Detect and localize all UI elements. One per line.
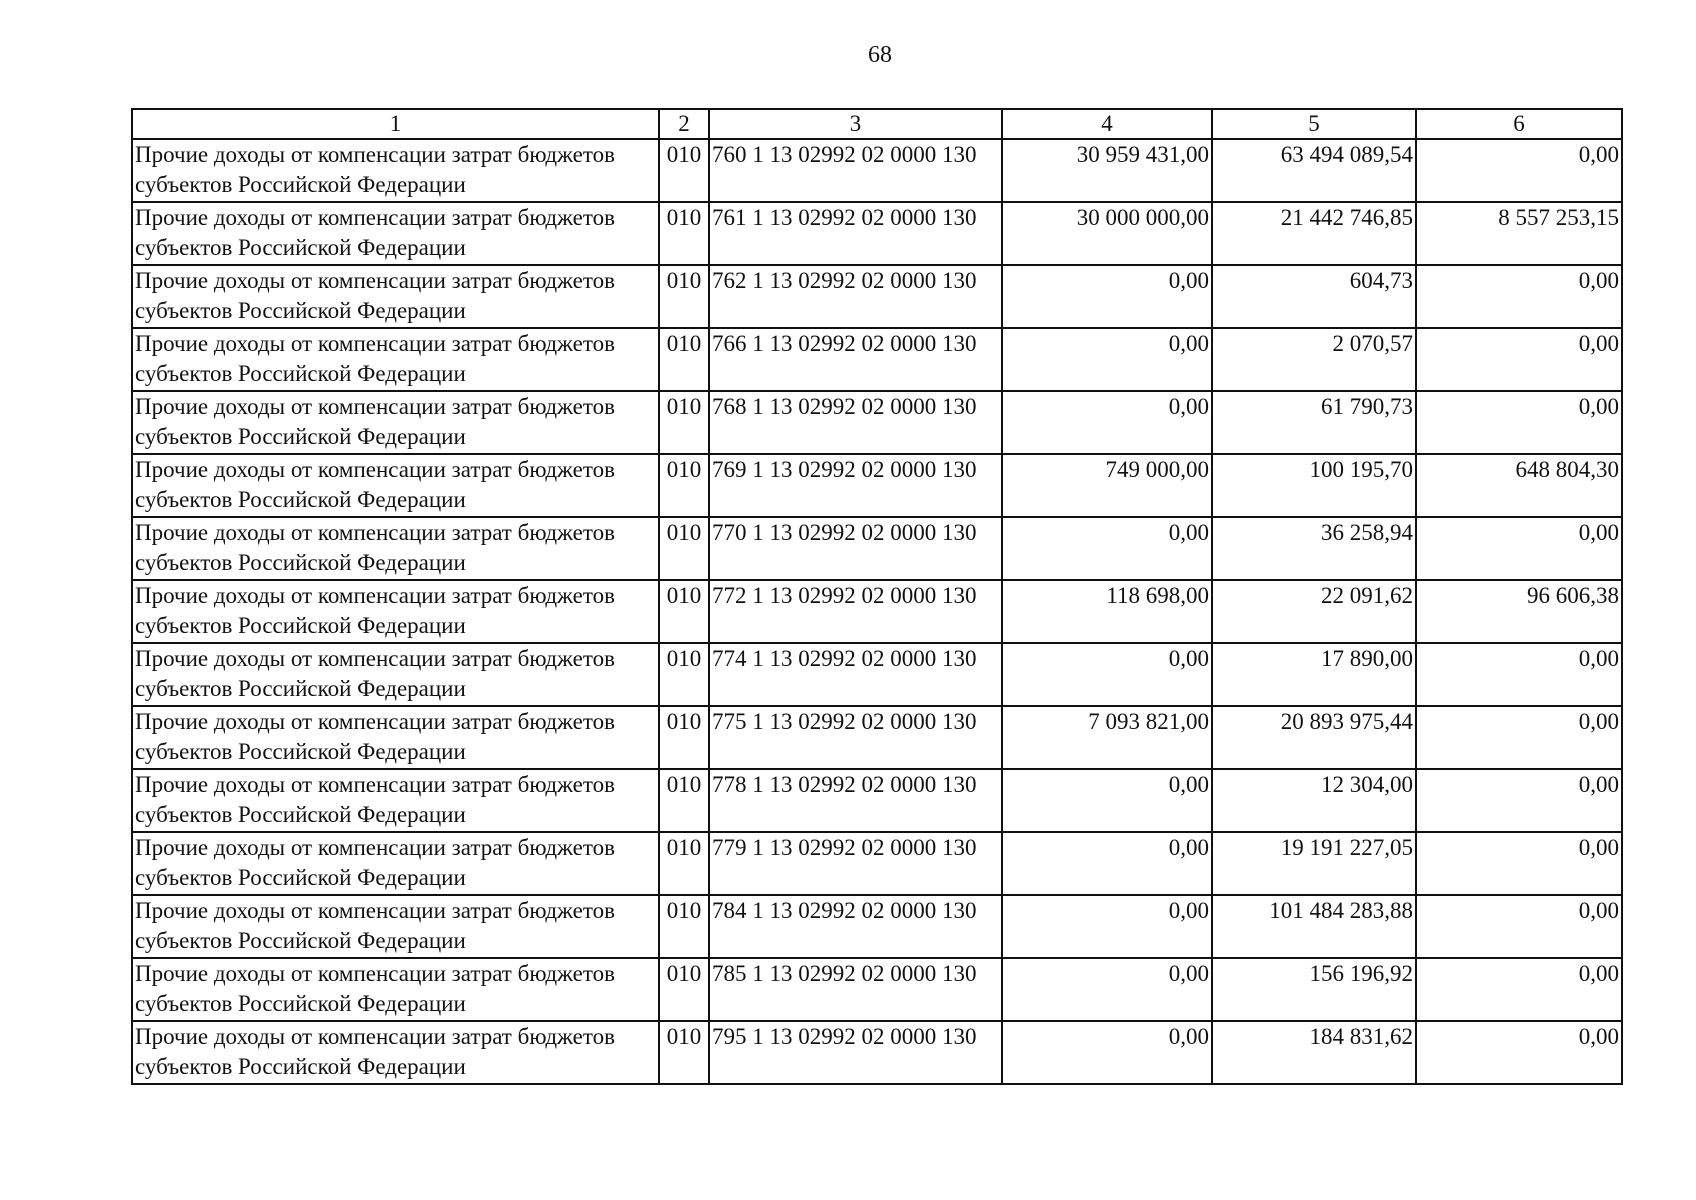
line-code-cell: 010 [659,643,709,706]
revenue-table [131,108,1623,1085]
budget-code-cell: 768 1 13 02992 02 0000 130 [709,391,1002,454]
income-name-cell: Прочие доходы от компенсации затрат бюджетов субъектов Российской Федерации [132,643,659,706]
page-number: 68 [868,42,892,68]
budget-code-cell: 779 1 13 02992 02 0000 130 [709,832,1002,895]
table-row [132,517,1622,580]
income-name-cell: Прочие доходы от компенсации затрат бюджетов субъектов Российской Федерации [132,454,659,517]
approved-amount-cell: 118 698,00 [1002,580,1212,643]
approved-amount-cell: 0,00 [1002,958,1212,1021]
budget-code-cell: 774 1 13 02992 02 0000 130 [709,643,1002,706]
executed-amount-cell: 100 195,70 [1212,454,1416,517]
table-row [132,265,1622,328]
budget-code-cell: 772 1 13 02992 02 0000 130 [709,580,1002,643]
income-name-cell: Прочие доходы от компенсации затрат бюджетов субъектов Российской Федерации [132,328,659,391]
table-header [132,109,1622,139]
header-col-5: 5 [1212,109,1416,139]
approved-amount-cell: 0,00 [1002,643,1212,706]
income-name-cell: Прочие доходы от компенсации затрат бюджетов субъектов Российской Федерации [132,391,659,454]
budget-code-cell: 761 1 13 02992 02 0000 130 [709,202,1002,265]
table-row [132,958,1622,1021]
header-col-2: 2 [659,109,709,139]
table-row [132,391,1622,454]
unexecuted-amount-cell: 0,00 [1416,958,1622,1021]
income-name-cell: Прочие доходы от компенсации затрат бюджетов субъектов Российской Федерации [132,769,659,832]
unexecuted-amount-cell: 0,00 [1416,265,1622,328]
approved-amount-cell: 30 000 000,00 [1002,202,1212,265]
budget-code-cell: 770 1 13 02992 02 0000 130 [709,517,1002,580]
header-col-6: 6 [1416,109,1622,139]
line-code-cell: 010 [659,202,709,265]
approved-amount-cell: 0,00 [1002,265,1212,328]
approved-amount-cell: 0,00 [1002,1021,1212,1084]
header-col-1: 1 [132,109,659,139]
income-name-cell: Прочие доходы от компенсации затрат бюджетов субъектов Российской Федерации [132,517,659,580]
budget-code-cell: 766 1 13 02992 02 0000 130 [709,328,1002,391]
line-code-cell: 010 [659,391,709,454]
executed-amount-cell: 17 890,00 [1212,643,1416,706]
unexecuted-amount-cell: 0,00 [1416,517,1622,580]
budget-code-cell: 784 1 13 02992 02 0000 130 [709,895,1002,958]
income-name-cell: Прочие доходы от компенсации затрат бюджетов субъектов Российской Федерации [132,832,659,895]
budget-code-cell: 769 1 13 02992 02 0000 130 [709,454,1002,517]
executed-amount-cell: 101 484 283,88 [1212,895,1416,958]
executed-amount-cell: 604,73 [1212,265,1416,328]
table-row [132,1021,1622,1084]
table-row [132,139,1622,202]
unexecuted-amount-cell: 0,00 [1416,391,1622,454]
unexecuted-amount-cell: 0,00 [1416,1021,1622,1084]
unexecuted-amount-cell: 0,00 [1416,139,1622,202]
income-name-cell: Прочие доходы от компенсации затрат бюджетов субъектов Российской Федерации [132,958,659,1021]
budget-code-cell: 795 1 13 02992 02 0000 130 [709,1021,1002,1084]
executed-amount-cell: 156 196,92 [1212,958,1416,1021]
approved-amount-cell: 0,00 [1002,832,1212,895]
line-code-cell: 010 [659,706,709,769]
executed-amount-cell: 184 831,62 [1212,1021,1416,1084]
approved-amount-cell: 0,00 [1002,328,1212,391]
table-row [132,706,1622,769]
line-code-cell: 010 [659,517,709,580]
line-code-cell: 010 [659,328,709,391]
table-row [132,454,1622,517]
budget-code-cell: 778 1 13 02992 02 0000 130 [709,769,1002,832]
line-code-cell: 010 [659,1021,709,1084]
executed-amount-cell: 20 893 975,44 [1212,706,1416,769]
header-row [132,109,1622,139]
approved-amount-cell: 0,00 [1002,391,1212,454]
unexecuted-amount-cell: 0,00 [1416,832,1622,895]
executed-amount-cell: 21 442 746,85 [1212,202,1416,265]
table-body [132,139,1622,1084]
executed-amount-cell: 19 191 227,05 [1212,832,1416,895]
executed-amount-cell: 63 494 089,54 [1212,139,1416,202]
unexecuted-amount-cell: 0,00 [1416,643,1622,706]
budget-code-cell: 775 1 13 02992 02 0000 130 [709,706,1002,769]
executed-amount-cell: 22 091,62 [1212,580,1416,643]
executed-amount-cell: 12 304,00 [1212,769,1416,832]
table-row [132,202,1622,265]
approved-amount-cell: 0,00 [1002,517,1212,580]
table-row [132,769,1622,832]
income-name-cell: Прочие доходы от компенсации затрат бюджетов субъектов Российской Федерации [132,895,659,958]
approved-amount-cell: 30 959 431,00 [1002,139,1212,202]
approved-amount-cell: 7 093 821,00 [1002,706,1212,769]
line-code-cell: 010 [659,832,709,895]
income-name-cell: Прочие доходы от компенсации затрат бюджетов субъектов Российской Федерации [132,1021,659,1084]
executed-amount-cell: 36 258,94 [1212,517,1416,580]
line-code-cell: 010 [659,769,709,832]
budget-code-cell: 785 1 13 02992 02 0000 130 [709,958,1002,1021]
approved-amount-cell: 749 000,00 [1002,454,1212,517]
unexecuted-amount-cell: 0,00 [1416,706,1622,769]
executed-amount-cell: 2 070,57 [1212,328,1416,391]
line-code-cell: 010 [659,580,709,643]
unexecuted-amount-cell: 96 606,38 [1416,580,1622,643]
line-code-cell: 010 [659,265,709,328]
budget-code-cell: 762 1 13 02992 02 0000 130 [709,265,1002,328]
table-row [132,832,1622,895]
income-name-cell: Прочие доходы от компенсации затрат бюджетов субъектов Российской Федерации [132,202,659,265]
income-name-cell: Прочие доходы от компенсации затрат бюджетов субъектов Российской Федерации [132,265,659,328]
income-name-cell: Прочие доходы от компенсации затрат бюджетов субъектов Российской Федерации [132,706,659,769]
table-row [132,643,1622,706]
table-row [132,328,1622,391]
budget-code-cell: 760 1 13 02992 02 0000 130 [709,139,1002,202]
header-col-3: 3 [709,109,1002,139]
line-code-cell: 010 [659,139,709,202]
table-row [132,580,1622,643]
table-row [132,895,1622,958]
line-code-cell: 010 [659,454,709,517]
unexecuted-amount-cell: 0,00 [1416,769,1622,832]
income-name-cell: Прочие доходы от компенсации затрат бюджетов субъектов Российской Федерации [132,139,659,202]
executed-amount-cell: 61 790,73 [1212,391,1416,454]
header-col-4: 4 [1002,109,1212,139]
unexecuted-amount-cell: 8 557 253,15 [1416,202,1622,265]
line-code-cell: 010 [659,895,709,958]
line-code-cell: 010 [659,958,709,1021]
unexecuted-amount-cell: 648 804,30 [1416,454,1622,517]
unexecuted-amount-cell: 0,00 [1416,895,1622,958]
income-name-cell: Прочие доходы от компенсации затрат бюджетов субъектов Российской Федерации [132,580,659,643]
approved-amount-cell: 0,00 [1002,769,1212,832]
approved-amount-cell: 0,00 [1002,895,1212,958]
unexecuted-amount-cell: 0,00 [1416,328,1622,391]
